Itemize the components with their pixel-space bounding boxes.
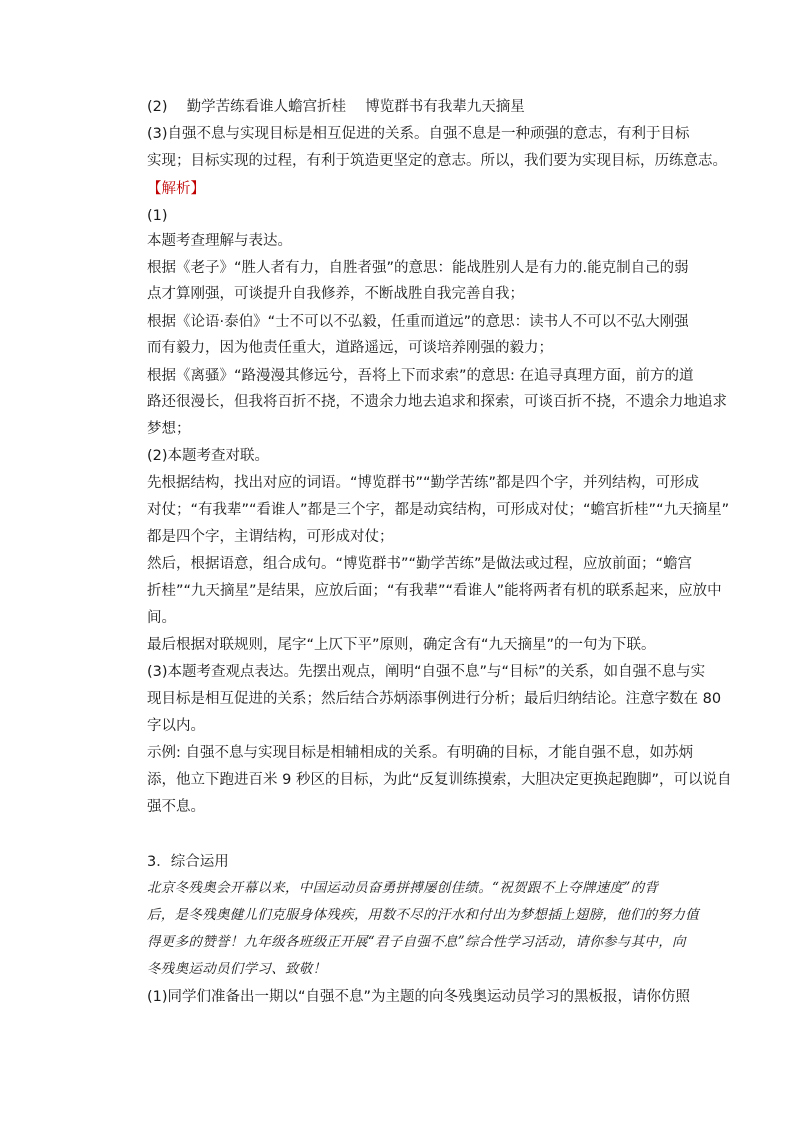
text-line: 点才算刚强，可谈提升自我修养，不断战胜自我完善自我； (147, 286, 524, 302)
text-line: 实现；目标实现的过程，有利于筑造更坚定的意志。所以，我们要为实现目标，历练意志。 (147, 153, 727, 169)
text-line: 然后，根据语意，组合成句。“博览群书”“勤学苦练”是做法或过程，应放前面；“蟾宫 (147, 556, 693, 572)
section-heading-jiexi: 【解析】 (147, 181, 205, 197)
text-line: 本题考查理解与表达。 (147, 233, 292, 249)
text-line: 字以内。 (147, 718, 205, 734)
text-line: (2) 勤学苦练看谁人蟾宫折桂 博览群书有我辈九天摘星 (147, 99, 525, 115)
text-line: (1)同学们准备出一期以“自强不息”为主题的向冬残奥运动员学习的黑板报，请你仿照 (147, 989, 691, 1005)
text-line: 都是四个字，主谓结构，可形成对仗； (147, 529, 394, 545)
text-line: 根据《老子》“胜人者有力，自胜者强”的意思：能战胜别人是有力的.能克制自己的弱 (147, 260, 689, 276)
text-line: 而有毅力，因为他责任重大，道路遥远，可谈培养刚强的毅力； (147, 340, 553, 356)
text-line: 根据《论语·泰伯》“士不可以不弘毅，任重而道远”的意思：读书人不可以不弘大刚强 (147, 314, 689, 330)
text-line: 路还很漫长，但我将百折不挠，不遗余力地去追求和探索，可谈百折不挠，不遗余力地追求 (147, 394, 727, 410)
text-line: 添，他立下跑进百米 9 秒区的目标，为此“反复训练摸索，大胆决定更换起跑脚”，可以说自 (147, 772, 732, 788)
text-line: (3)本题考查观点表达。先摆出观点，阐明“自强不息”与“目标”的关系，如自强不息与实 (147, 664, 706, 680)
text-line: 最后根据对联规则，尾字“上仄下平”原则，确定含有“九天摘星”的一句为下联。 (147, 637, 656, 653)
text-line: 间。 (147, 610, 176, 626)
text-line: (1) (147, 208, 168, 224)
text-line: (3)自强不息与实现目标是相互促进的关系。自强不息是一种顽强的意志，有利于目标 (147, 126, 690, 142)
text-line: 对仗；“有我辈”“看谁人”都是三个字，都是动宾结构，可形成对仗；“蟾宫折桂”“九天摘星” (147, 502, 730, 518)
text-line: 后，是冬残奥健儿们克服身体残疾，用数不尽的汗水和付出为梦想插上翅膀，他们的努力值 (147, 907, 699, 923)
text-line: 强不息。 (147, 799, 205, 815)
text-line: (2)本题考查对联。 (147, 448, 270, 464)
text-line: 现目标是相互促进的关系；然后结合苏炳添事例进行分析；最后归纳结论。注意字数在 80 (147, 691, 722, 707)
text-line: 示例: 自强不息与实现目标是相辅相成的关系。有明确的目标，才能自强不息，如苏炳 (147, 745, 693, 761)
text-line: 冬残奥运动员们学习、致敬！ (147, 961, 327, 977)
section-title: 3．综合运用 (147, 854, 229, 870)
text-line: 得更多的赞誉！九年级各班级正开展“君子自强不息”综合性学习活动，请你参与其中，向 (147, 934, 686, 950)
text-line: 折桂”“九天摘星”是结果，应放后面；“有我辈”“看谁人”能将两者有机的联系起来，应放中 (147, 583, 722, 599)
text-line: 根据《离骚》“路漫漫其修远兮，吾将上下而求索”的意思: 在追寻真理方面，前方的道 (147, 368, 694, 384)
text-line: 先根据结构，找出对应的词语。“博览群书”“勤学苦练”都是四个字，并列结构，可形成 (147, 475, 700, 491)
text-line: 梦想； (147, 421, 191, 437)
text-line: 北京冬残奥会开幕以来，中国运动员奋勇拼搏屡创佳绩。“祝贺跟不上夺牌速度”的背 (147, 880, 659, 896)
